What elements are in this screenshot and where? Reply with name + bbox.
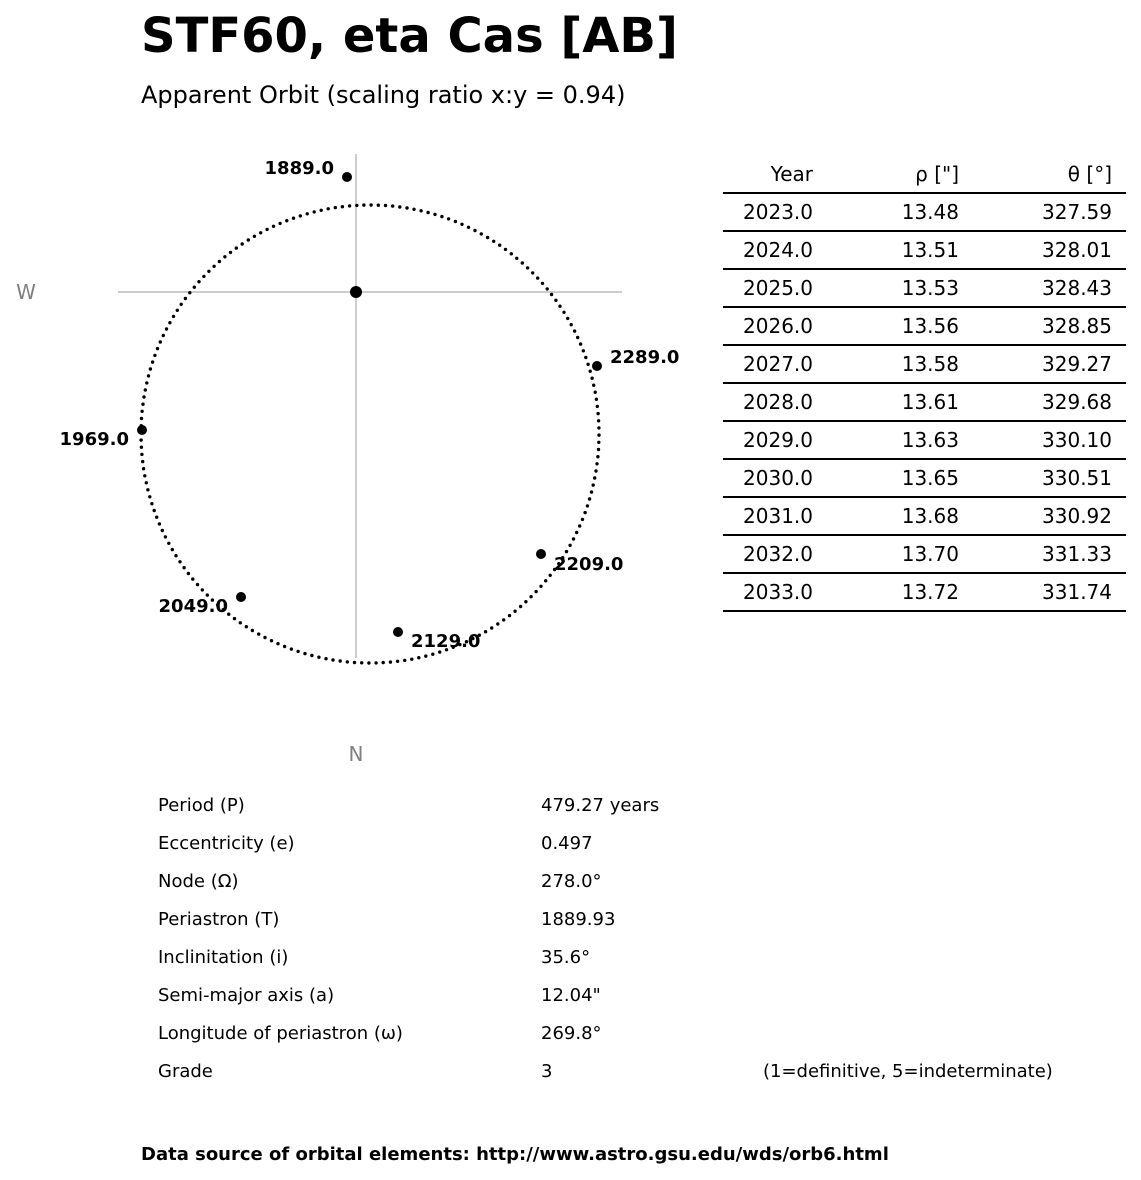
orbit-dot [272,225,275,228]
orbit-dot [283,645,286,648]
orbit-dot [529,595,532,598]
orbit-dot [156,347,159,350]
orbit-dot [327,207,330,210]
orbit-dot [299,214,302,217]
orbit-dot [579,342,582,345]
orbit-dot [573,329,576,332]
element-row [158,1023,1078,1061]
table-cell-rho: 13.65 [827,459,973,497]
epoch-label: 2049.0 [158,596,228,617]
orbit-dot [151,360,154,363]
table-header-row [723,156,1126,193]
primary-star-marker [350,286,362,298]
orbit-dot [584,356,587,359]
orbit-dot [339,659,342,662]
table-cell-year: 2023.0 [723,193,827,231]
table-cell-year: 2030.0 [723,459,827,497]
epoch-markers [60,158,680,652]
orbit-dot [193,286,196,289]
orbit-dot [276,642,279,645]
orbit-dot [581,518,584,521]
element-row [158,947,1078,985]
orbit-dot [480,232,483,235]
orbit-dot [570,323,573,326]
orbit-dot [496,622,499,625]
element-label: Node (Ω) [158,871,239,892]
epoch-label: 2209.0 [554,554,624,575]
orbit-dot [592,483,595,486]
orbit-dot [405,206,408,209]
orbit-dot [202,275,205,278]
table-cell-year: 2032.0 [723,535,827,573]
orbit-dot [296,650,299,653]
table-cell-theta: 328.01 [973,231,1126,269]
orbit-dot [164,535,167,538]
element-label: Semi-major axis (a) [158,985,335,1006]
orbit-dot [140,446,143,449]
orbit-dot [146,488,149,491]
orbit-dot [184,297,187,300]
table-cell-year: 2027.0 [723,345,827,383]
orbit-dot [161,529,164,532]
column-header-theta: θ [°] [973,156,1126,193]
orbit-dot [153,509,156,512]
epoch-marker [536,549,546,559]
orbit-dot [588,497,591,500]
orbit-dot [590,377,593,380]
orbit-dot [141,403,144,406]
orbit-dot [223,255,226,258]
orbit-dot [233,617,236,620]
page-subtitle: Apparent Orbit (scaling ratio x:y = 0.94) [141,81,626,109]
orbit-dot [348,204,351,207]
table-row [723,269,1126,307]
orbit-dot [178,560,181,563]
orbit-dot [586,363,589,366]
orbit-dot [191,577,194,580]
orbit-dot [417,656,420,659]
orbit-dot [147,374,150,377]
table-row [723,459,1126,497]
orbit-dot [145,481,148,484]
orbit-dot [592,384,595,387]
orbit-dot [341,205,344,208]
orbit-dot [566,317,569,320]
table-body [723,193,1126,611]
epoch-label: 1889.0 [264,158,334,179]
orbit-dot [597,426,600,429]
table-row [723,193,1126,231]
orbit-dot [167,542,170,545]
orbit-dot [515,257,518,260]
orbit-dot [521,261,524,264]
table-cell-theta: 328.85 [973,307,1126,345]
orbit-dot [568,544,571,547]
element-label: Grade [158,1061,213,1082]
table-row [723,383,1126,421]
orbit-dot [143,474,146,477]
orbit-dot [174,554,177,557]
orbit-dot [334,206,337,209]
table-cell-theta: 327.59 [973,193,1126,231]
orbit-dot [245,625,248,628]
orbit-dot [188,291,191,294]
orbit-dot [504,248,507,251]
orbit-dot [182,566,185,569]
orbit-dot [531,271,534,274]
orbit-dot [241,242,244,245]
table-cell-theta: 328.43 [973,269,1126,307]
orbit-dot [306,212,309,215]
table-cell-rho: 13.72 [827,573,973,611]
orbit-dot [549,574,552,577]
table-cell-rho: 13.68 [827,497,973,535]
orbit-dot [278,222,281,225]
orbit-dot [374,661,377,664]
orbit-dot [473,229,476,232]
orbit-dot [168,321,171,324]
table-cell-rho: 13.70 [827,535,973,573]
element-value: 1889.93 [541,909,616,930]
orbit-dot [586,504,589,507]
orbit-dot [572,537,575,540]
table-cell-theta: 330.10 [973,421,1126,459]
orbit-dot [519,605,522,608]
orbit-dot [597,433,600,436]
orbit-dot [176,309,179,312]
element-value: 12.04" [541,985,601,1006]
table-cell-rho: 13.51 [827,231,973,269]
orbit-dot [596,405,599,408]
orbit-dot [251,629,254,632]
orbit-dot [575,531,578,534]
element-row [158,795,1078,833]
orbit-dot [447,217,450,220]
orbit-dot [367,661,370,664]
orbit-dot [145,381,148,384]
orbit-dot [546,287,549,290]
element-label: Longitude of periastron (ω) [158,1023,403,1044]
orbit-dot [310,654,313,657]
page-title: STF60, eta Cas [AB] [141,8,678,64]
orbit-dot [155,516,158,519]
element-label: Eccentricity (e) [158,833,295,854]
table-row [723,535,1126,573]
epoch-marker [393,627,403,637]
element-value: 269.8° [541,1023,602,1044]
element-value: 35.6° [541,947,591,968]
epoch-label: 2129.0 [411,631,481,652]
orbit-dot [582,349,585,352]
orbit-dot [290,647,293,650]
orbit-dot [541,282,544,285]
table-row [723,307,1126,345]
table-cell-rho: 13.58 [827,345,973,383]
table-row [723,231,1126,269]
orbit-dot [502,618,505,621]
column-header-year: Year [723,156,827,193]
table-cell-theta: 329.27 [973,345,1126,383]
orbit-dot [510,252,513,255]
orbit-dot [424,654,427,657]
orbit-dot [440,215,443,218]
orbit-dot [247,238,250,241]
table-cell-rho: 13.63 [827,421,973,459]
orbital-elements-list [158,795,1078,1099]
orbit-dot [431,653,434,656]
orbit-dot [369,203,372,206]
orbit-dot [558,305,561,308]
orbit-dot [590,490,593,493]
orbit-dot [377,204,380,207]
orbit-plot [0,140,710,780]
compass-north-label: N [348,742,364,766]
orbit-dot [419,209,422,212]
orbit-dot [320,209,323,212]
orbit-dot [526,266,529,269]
orbit-dot [594,469,597,472]
orbit-dot [140,453,143,456]
orbit-dot [454,220,457,223]
orbit-dot [490,626,493,629]
orbit-dot [235,246,238,249]
orbit-dot [140,410,143,413]
orbit-dot [218,260,221,263]
orbit-dot [353,661,356,664]
orbit-dot [589,370,592,373]
orbit-dot [484,630,487,633]
orbit-dot [142,395,145,398]
data-source-note: Data source of orbital elements: http://www.astro.gsu.edu/wds/orb6.html [141,1144,889,1165]
orbit-dot [426,211,429,214]
element-row [158,1061,1078,1099]
orbit-dot [140,417,143,420]
orbit-dot [150,502,153,505]
orbit-dot [550,293,553,296]
element-value: 479.27 years [541,795,660,816]
element-value: 278.0° [541,871,602,892]
orbit-dot [212,265,215,268]
table-cell-year: 2025.0 [723,269,827,307]
orbit-dot [596,455,599,458]
orbit-dot [239,621,242,624]
table-cell-year: 2024.0 [723,231,827,269]
table-cell-year: 2026.0 [723,307,827,345]
orbit-dot [578,524,581,527]
orbit-dot [539,585,542,588]
orbit-dot [148,495,151,498]
orbit-dot [324,657,327,660]
table-cell-theta: 331.74 [973,573,1126,611]
epoch-marker [236,592,246,602]
orbit-dot [382,661,385,664]
orbit-dot [396,660,399,663]
orbit-dot [144,388,147,391]
column-header-rho: ρ ["] [827,156,973,193]
table-cell-theta: 330.51 [973,459,1126,497]
orbit-dot [410,658,413,661]
orbit-dot [360,661,363,664]
orbit-dot [171,548,174,551]
orbit-dot [158,522,161,525]
orbit-dot [536,276,539,279]
orbit-dot [153,354,156,357]
orbit-dot [159,340,162,343]
orbit-dot [197,280,200,283]
orbit-dot [486,236,489,239]
orbit-dot [270,639,273,642]
element-note: (1=definitive, 5=indeterminate) [763,1061,1053,1082]
element-label: Inclinitation (i) [158,947,289,968]
orbit-dot [141,460,144,463]
orbit-dot [229,251,232,254]
table-row [723,345,1126,383]
orbit-dot [565,550,568,553]
orbit-dot [498,244,501,247]
orbit-dot [180,303,183,306]
orbit-dot [508,614,511,617]
element-row [158,909,1078,947]
orbit-dot [196,583,199,586]
orbit-dot [389,660,392,663]
orbit-dot [207,270,210,273]
orbit-dot [595,398,598,401]
orbit-dot [165,327,168,330]
orbit-dot [259,231,262,234]
orbit-dot [583,511,586,514]
orbit-dot [594,391,597,394]
orbit-dot [139,438,142,441]
orbit-dot [534,590,537,593]
element-row [158,833,1078,871]
orbit-dot [576,336,579,339]
element-row [158,871,1078,909]
epoch-marker [592,361,602,371]
table-cell-year: 2033.0 [723,573,827,611]
table-cell-theta: 330.92 [973,497,1126,535]
orbit-dot [412,208,415,211]
orbit-dot [265,228,268,231]
orbit-dot [513,610,516,613]
orbit-dot [142,467,145,470]
orbit-dot [346,660,349,663]
orbit-dot [172,315,175,318]
orbit-dot [201,588,204,591]
orbit-dot [403,659,406,662]
orbit-dot [263,636,266,639]
orbit-dot [303,652,306,655]
table-cell-rho: 13.61 [827,383,973,421]
orbit-dot [149,367,152,370]
orbit-dot [313,210,316,213]
table-cell-rho: 13.48 [827,193,973,231]
epoch-label: 2289.0 [610,347,680,368]
orbit-dot [596,412,599,415]
orbit-dot [544,579,547,582]
table-row [723,421,1126,459]
element-label: Period (P) [158,795,245,816]
epoch-marker [342,172,352,182]
table-cell-year: 2031.0 [723,497,827,535]
orbit-dot [595,462,598,465]
orbit-dot [285,219,288,222]
table-cell-theta: 331.33 [973,535,1126,573]
orbit-dot [355,204,358,207]
orbit-dot [331,658,334,661]
epoch-label: 1969.0 [59,429,129,450]
orbit-dot [398,205,401,208]
table-row [723,497,1126,535]
element-label: Periastron (T) [158,909,280,930]
element-row [158,985,1078,1023]
orbit-dot [562,311,565,314]
orbit-dot [187,572,190,575]
table-cell-year: 2029.0 [723,421,827,459]
table-cell-rho: 13.56 [827,307,973,345]
orbit-dot [292,217,295,220]
element-value: 3 [541,1061,553,1082]
compass-west-label: W [16,280,36,304]
orbit-dot [460,223,463,226]
table-cell-rho: 13.53 [827,269,973,307]
orbit-dot [597,441,600,444]
orbit-dot [162,334,165,337]
orbit-dot [391,204,394,207]
orbit-dot [317,656,320,659]
table-cell-year: 2028.0 [723,383,827,421]
orbit-dot [362,203,365,206]
table-cell-theta: 329.68 [973,383,1126,421]
orbit-dot [257,632,260,635]
ephemeris-table [723,156,1126,612]
epoch-marker [137,425,147,435]
orbit-dot [253,235,256,238]
orbit-dot [597,448,600,451]
orbit-dot [597,419,600,422]
table-row [723,573,1126,611]
orbit-dot [554,299,557,302]
orbit-dot [492,240,495,243]
orbit-dot [524,600,527,603]
orbit-dot [593,476,596,479]
plot-axes [118,154,622,658]
orbit-dot [467,226,470,229]
orbit-dot [384,204,387,207]
orbit-dot [433,213,436,216]
element-value: 0.497 [541,833,593,854]
